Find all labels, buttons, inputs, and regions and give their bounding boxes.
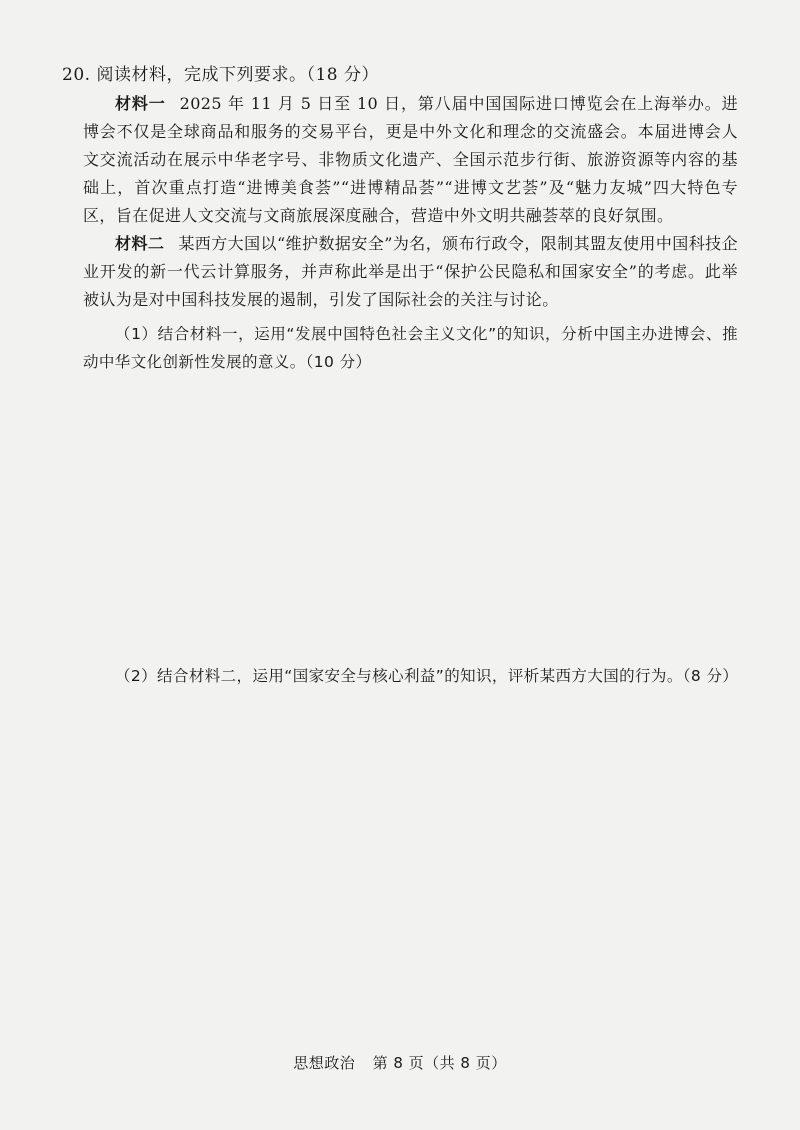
material-one-label: 材料一	[115, 94, 166, 113]
answer-area-2[interactable]	[83, 725, 738, 1025]
answer-area-1[interactable]	[83, 385, 738, 645]
sub-question-1: （1）结合材料一，运用“发展中国特色社会主义文化”的知识，分析中国主办进博会、推动中华文化创新性发展的意义。（10 分）	[83, 325, 738, 371]
footer-subject: 思想政治	[293, 1054, 356, 1072]
material-one-paragraph	[83, 90, 738, 230]
material-two-text: 某西方大国以“维护数据安全”为名，颁布行政令，限制其盟友使用中国科技企业开发的新一代云计算服务，并声称此举是出于“保护公民隐私和国家安全”的考虑。此举被认为是对中国科技发展的遏制，引发了国际社会的关注与讨论。	[83, 234, 738, 309]
material-two-paragraph	[83, 230, 738, 314]
page-footer	[0, 1052, 800, 1073]
material-two-label: 材料二	[115, 234, 165, 253]
sub-question-2: （2）结合材料二，运用“国家安全与核心利益”的知识，评析某西方大国的行为。（8 分）	[115, 667, 739, 685]
material-one-text: 2025 年 11 月 5 日至 10 日，第八届中国国际进口博览会在上海举办。进博会不仅是全球商品和服务的交易平台，更是中外文化和理念的交流盛会。本届进博会人文交流活动在展示中华老字号、非物质文化遗产、全国示范步行街、旅游资源等内容的基础上，首次重点打造“进博美食荟”“进博精品荟”“进博文艺荟”及“魅力友城”四大特色专区，旨在促进人文交流与文商旅展深度融合，营造中外文明共融荟萃的良好氛围。	[83, 94, 739, 225]
question-title: 20. 阅读材料，完成下列要求。（18 分）	[62, 65, 379, 85]
footer-page-info: 第 8 页（共 8 页）	[372, 1054, 507, 1072]
